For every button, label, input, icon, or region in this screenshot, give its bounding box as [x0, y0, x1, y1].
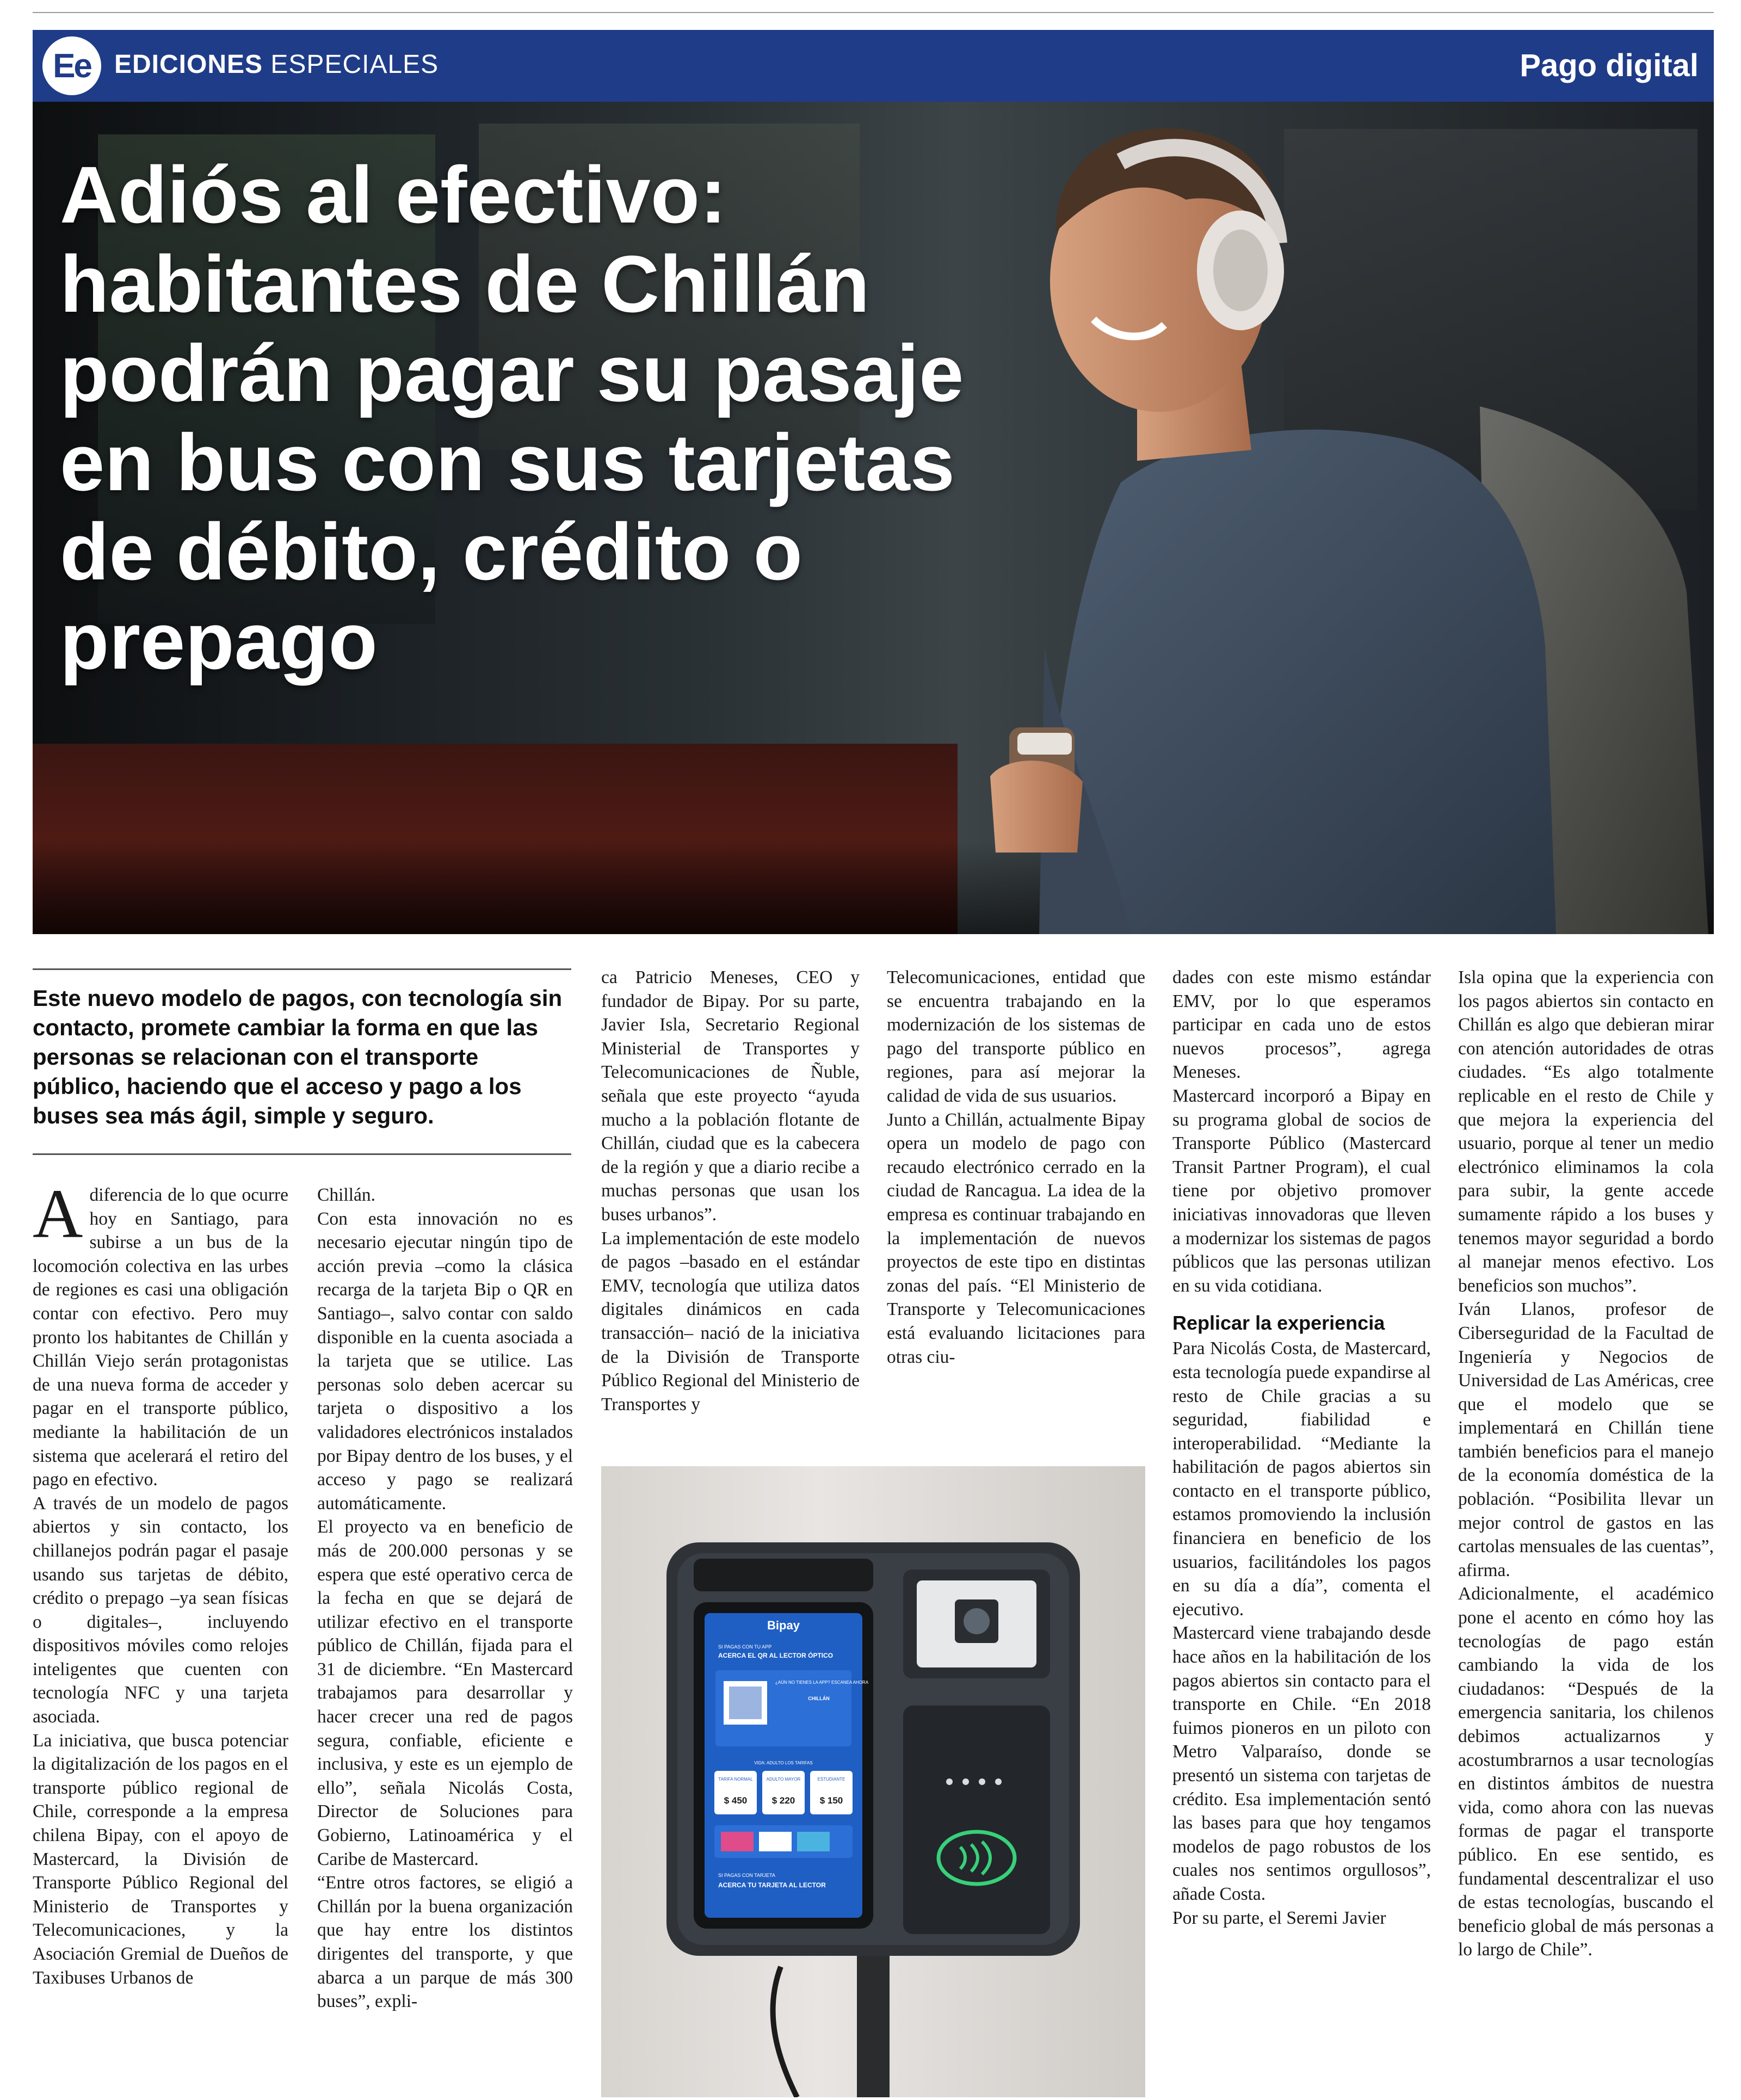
- fare-label-senior: ADULTO MAYOR: [766, 1777, 801, 1782]
- col6-paragraph-1: Isla opina que la experiencia con los pagos abiertos sin contacto en Chillán es algo que debieran mirar con atención autoridades de otras ciudades. “Es algo totalmente replicable en el resto de Chile y que mejora la experiencia del usuario, porque al tener un medio electrónico eliminamos la cola para subir, la gente accede sumamente rápido a los buses y tenemos mayor seguridad a bordo al manejar menos efectivo. Los beneficios son muchos”.: [1458, 967, 1714, 1296]
- col5-paragraph-1: dades con este mismo estándar EMV, por lo que esperamos participar en cada uno de estos nuevos procesos”, agrega Meneses.: [1172, 967, 1431, 1083]
- col3-paragraph-2: La implementación de este modelo de pagos –basado en el estándar EMV, tecnología que utiliza datos digitales dinámicos en cada transacción– nació de la iniciativa de la División de Transporte Público Regional del Ministerio de Transportes y: [601, 1228, 860, 1415]
- lead-bottom-rule: [33, 1153, 571, 1155]
- section-header-bar: [33, 30, 1714, 102]
- fare-value-senior: $ 220: [771, 1795, 795, 1806]
- drop-cap: A: [33, 1175, 83, 1252]
- subheading-replicar: Replicar la experiencia: [1172, 1312, 1385, 1335]
- screen-brand: Bipay: [767, 1619, 800, 1632]
- brand-light: ESPECIALES: [270, 50, 439, 79]
- col5-paragraph-5: Por su parte, el Seremi Javier: [1172, 1907, 1386, 1928]
- col1-paragraph-1: [33, 1175, 288, 1492]
- col6-paragraph-3: Adicionalmente, el académico pone el acento en cómo hoy las tecnologías de pago están cambiando la vida de los ciudadanos: “Después de la emergencia sanitaria, los chilenos debimos actualizarnos y acostumbrarnos a usar tecnologías en distintos ámbitos de nuestra vida, como ahora con las nuevas formas de pagar el transporte público. En ese sentido, es fundamental descentralizar el uso de estas tecnologías, buscando el beneficio global de más personas a lo largo de Chile”.: [1458, 1584, 1714, 1960]
- col5-paragraph-2: Mastercard incorporó a Bipay en su programa global de socios de Transporte Público (Mastercard Transit Partner Program), el cual tiene por objetivo promover iniciativas innovadoras que lleven a modernizar los sistemas de pagos públicos que las personas utilizan en su vida cotidiana.: [1172, 1085, 1431, 1296]
- col2-paragraph-4: “Entre otros factores, se eligió a Chillán por la buena organización que hay entre los distintos dirigentes del transporte, y que abarca a un parque de más 300 buses”, expli-: [317, 1873, 573, 2012]
- section-tag: Pago digital: [1520, 48, 1699, 83]
- top-rule: [33, 12, 1714, 13]
- fare-boxes: [714, 1771, 853, 1814]
- article-column-1: [33, 1175, 288, 1990]
- payment-terminal-photo: [601, 1466, 1145, 2097]
- col3-paragraph-1: ca Patricio Meneses, CEO y fundador de Bipay. Por su parte, Javier Isla, Secretario Regional Ministerial de Transportes y Telecomunicaciones de Ñuble, señala que este proyecto “ayuda mucho a la población flotante de Chillán, ciudad que es la cabecera de la región y que a diario recibe a muchas personas que usan los buses urbanos”.: [601, 967, 860, 1225]
- screen-bottom-text: ACERCA TU TARJETA AL LECTOR: [718, 1881, 826, 1889]
- bipay-validator-illustration: [601, 1466, 1145, 2097]
- fares-header: VIDA: ADULTO LOS TARIFAS: [754, 1761, 813, 1765]
- hero-photo: [33, 102, 1714, 934]
- article-column-2: [317, 1183, 573, 2013]
- lead-paragraph: Este nuevo modelo de pagos, con tecnología sin contacto, promete cambiar la forma en que las personas se relacionan con el transporte público, haciendo que el acceso y pago a los buses sea más ágil, simple y seguro.: [33, 985, 563, 1128]
- col1-paragraph-3: La iniciativa, que busca potenciar la digitalización de los pagos en el transporte público regional de Chile, corresponde a la empresa chilena Bipay, con el apoyo de Mastercard, la División de Transporte Público Regional del Ministerio de Transportes y Telecomunicaciones, y la Asociación Gremial de Dueños de Taxibuses Urbanos de: [33, 1730, 288, 1988]
- col4-paragraph-2: Junto a Chillán, actualmente Bipay opera un modelo de pago con recaudo electrónico cerrado en la ciudad de Rancagua. La idea de la empresa es continuar trabajando en la implementación de nuevos proyectos de este tipo en distintas zonas del país. “El Ministerio de Transporte y Telecomunicaciones está evaluando licitaciones para otras ciu-: [887, 1109, 1145, 1367]
- col5-paragraph-3: Para Nicolás Costa, de Mastercard, esta tecnología puede expandirse al resto de Chile gracias a su seguridad, fiabilidad e interoperabilidad. “Mediante la habilitación de pagos abiertos sin contacto en el transporte público, estamos promoviendo la inclusión financiera en beneficio de los usuarios, facilitándoles los pagos en su día a día”, comenta el ejecutivo.: [1172, 1338, 1431, 1620]
- brand-bold: EDICIONES: [114, 50, 263, 79]
- article-column-5: [1172, 966, 1431, 1930]
- col5-paragraph-4: Mastercard viene trabajando desde hace años en la habilitación de los pagos abiertos sin contacto para el transporte en Chile. “En 2018 fuimos pioneros en un piloto con Metro Valparaíso, donde se presentó un sistema con tarjetas de crédito. Esa implementación sentó las bases para que hoy tengamos modelos de pago robustos de los cuales nos sentimos orgullosos”, añade Costa.: [1172, 1623, 1431, 1904]
- screen-top-text: ACERCA EL QR AL LECTOR ÓPTICO: [718, 1652, 834, 1659]
- article-column-4: [887, 966, 1145, 1369]
- col2-paragraph-3: El proyecto va en beneficio de más de 200.000 personas y se espera que esté operativo cerca de la fecha en que se dejará de utilizar efectivo en el transporte público de Chillán, fijada para el 31 de diciembre. “En Mastercard trabajamos para desarrollar y hacer crecer una red de pagos segura, confiable, eficiente e inclusiva, y este es un ejemplo de ello”, señala Nicolás Costa, Director de Soluciones para Gobierno, Latinoamérica y el Caribe de Mastercard.: [317, 1517, 573, 1869]
- col6-paragraph-2: Iván Llanos, profesor de Ciberseguridad de la Facultad de Ingeniería y Negocios de Universidad de Las Américas, cree que el modelo que se implementará en Chillán tiene también beneficios para el manejo de la economía doméstica de la población. “Posibilita llevar un mejor control de gastos en las cartolas mensuales de las cuentas”, afirma.: [1458, 1299, 1714, 1580]
- col4-paragraph-1: Telecomunicaciones, entidad que se encuentra trabajando en la modernización de los sistemas de pago del transporte público en regiones, para así mejorar la calidad de vida de sus usuarios.: [887, 967, 1145, 1106]
- screen-city: CHILLÁN: [808, 1696, 830, 1701]
- fare-label-student: ESTUDIANTE: [817, 1777, 845, 1782]
- screen-top-small: SI PAGAS CON TU APP: [718, 1644, 772, 1650]
- fare-value-normal: $ 450: [724, 1795, 748, 1806]
- man-with-headphones-photo: [958, 102, 1714, 934]
- col2-paragraph-1: Chillán.: [317, 1185, 376, 1205]
- brand-name: [114, 50, 439, 79]
- lead-top-rule: [33, 968, 571, 970]
- article-column-3: [601, 966, 860, 1416]
- screen-bottom-small: SI PAGAS CON TARJETA: [718, 1873, 775, 1878]
- col1-paragraph-2: A través de un modelo de pagos abiertos y sin contacto, los chillanejos podrán pagar el pasaje usando sus tarjetas de débito, crédito o prepago –ya sean físicas o digitales–, incluyendo dispositivos móviles como relojes inteligentes que cuenten con tecnología NFC y una tarjeta asociada.: [33, 1493, 288, 1727]
- fare-value-student: $ 150: [819, 1795, 843, 1806]
- ediciones-especiales-logo: Ee: [42, 36, 101, 95]
- article-column-6: [1458, 966, 1714, 1962]
- headline: Adiós al efectivo: habitantes de Chillán podrán pagar su pasaje en bus con sus tarjetas de débito, crédito o prepago: [60, 150, 964, 686]
- screen-mid-text: ¿AÚN NO TIENES LA APP? ESCANEA AHORA: [775, 1680, 869, 1685]
- fare-label-normal: TARIFA NORMAL: [718, 1777, 753, 1782]
- col1-paragraph-1-text: diferencia de lo que ocurre hoy en Santiago, para subirse a un bus de la locomoción colectiva en las urbes de regiones es casi una obligación contar con efectivo. Pero muy pronto los habitantes de Chillán y Chillán Viejo serán protagonistas de una nueva forma de acceder y pagar en el transporte público, mediante la habilitación de un sistema que acelerará el retiro del pago en efectivo.: [33, 1185, 288, 1490]
- col2-paragraph-2: Con esta innovación no es necesario ejecutar ningún tipo de acción previa –como la clásica recarga de la tarjeta Bip o QR en Santiago–, salvo contar con saldo disponible en la cuenta asociada a la tarjeta que se utilice. Las personas solo deben acercar su tarjeta o dispositivo a los validadores electrónicos instalados por Bipay dentro de los buses, y el acceso y pago se realizará automáticamente.: [317, 1208, 573, 1514]
